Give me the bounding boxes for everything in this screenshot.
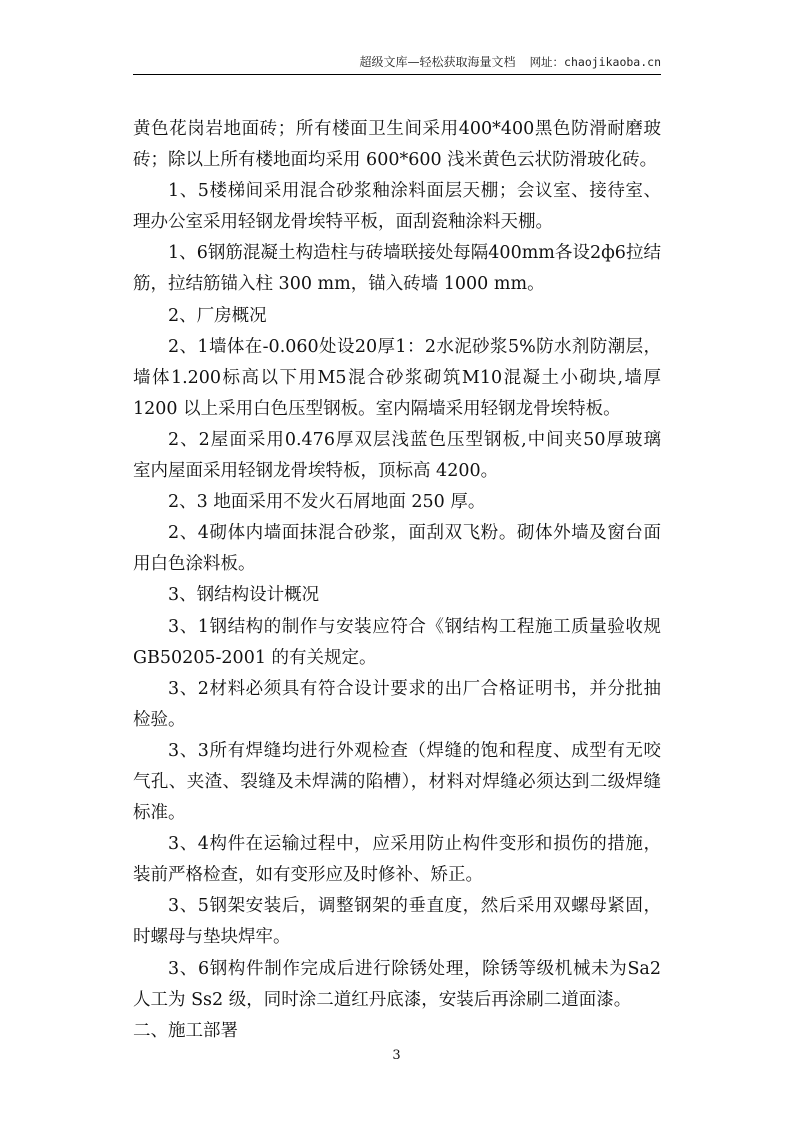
text-line: 1200 以上采用白色压型钢板。室内隔墙采用轻钢龙骨埃特板。 <box>133 398 621 419</box>
text-line: 3、6钢构件制作完成后进行除锈处理，除锈等级机械未为Sa2 <box>168 958 661 979</box>
text-line: 理办公室采用轻钢龙骨埃特平板，面刮瓷釉涂料天棚。 <box>133 212 553 233</box>
text-line: 3、4构件在运输过程中，应采用防止构件变形和损伤的措施， <box>168 834 661 855</box>
text-line: 1、6钢筋混凝土构造柱与砖墙联接处每隔400mm各设2ф6拉结 <box>168 243 661 264</box>
text-line: 气孔、夹渣、裂缝及未焊满的陷槽），材料对焊缝必须达到二级焊缝 <box>133 771 661 792</box>
text-line: 时螺母与垫块焊牢。 <box>133 927 291 948</box>
text-line: 2、2屋面采用0.476厚双层浅蓝色压型钢板,中间夹50厚玻璃 <box>168 429 661 450</box>
text-line: 2、4砌体内墙面抹混合砂浆，面刮双飞粉。砌体外墙及窗台面 <box>168 523 661 544</box>
text-line: 砖；除以上所有楼地面均采用 600*600 浅米黄色云状防滑玻化砖。 <box>133 150 658 171</box>
text-line: 3、5钢架安装后，调整钢架的垂直度，然后采用双螺母紧固， <box>168 896 661 917</box>
text-line: 墙体1.200标高以下用M5混合砂浆砌筑M10混凝土小砌块,墙厚 <box>133 367 661 388</box>
text-line: 黄色花岗岩地面砖；所有楼面卫生间采用400*400黑色防滑耐磨玻 <box>133 119 661 139</box>
document-body <box>133 114 661 1047</box>
page-header <box>133 52 661 75</box>
text-line: 人工为 Ss2 级，同时涂二道红丹底漆，安装后再涂刷二道面漆。 <box>133 989 632 1010</box>
text-line: 检验。 <box>133 709 186 730</box>
text-line: 二、施工部署 <box>133 1020 238 1041</box>
text-line: 2、厂房概况 <box>168 305 267 326</box>
text-line: 2、3 地面采用不发火石屑地面 250 厚。 <box>168 492 486 513</box>
text-line: 筋，拉结筋锚入柱 300 mm，锚入砖墙 1000 mm。 <box>133 274 545 295</box>
text-line: 装前严格检查，如有变形应及时修补、矫正。 <box>133 865 483 886</box>
text-line: 3、钢结构设计概况 <box>168 585 320 606</box>
text-line: 室内屋面采用轻钢龙骨埃特板，顶标高 4200。 <box>133 461 499 482</box>
page-number: 3 <box>392 1048 401 1063</box>
text-line: 用白色涂料板。 <box>133 554 256 575</box>
text-line: 1、5楼梯间采用混合砂浆釉涂料面层天棚；会议室、接待室、 <box>168 181 661 202</box>
header-site-title: 超级文库—轻松获取海量文档 <box>359 55 516 69</box>
text-line: 3、2材料必须具有符合设计要求的出厂合格证明书，并分批抽 <box>168 678 661 699</box>
text-line: GB50205-2001 的有关规定。 <box>133 647 377 668</box>
header-url: 网址：chaojikaoba.cn <box>529 55 661 69</box>
text-line: 2、1墙体在-0.060处设20厚1：2水泥砂浆5%防水剂防潮层， <box>168 336 661 357</box>
text-line: 3、1钢结构的制作与安装应符合《钢结构工程施工质量验收规 <box>168 616 661 637</box>
text-line: 标准。 <box>133 803 186 824</box>
text-line: 3、3所有焊缝均进行外观检查（焊缝的饱和程度、成型有无咬 <box>168 740 661 761</box>
